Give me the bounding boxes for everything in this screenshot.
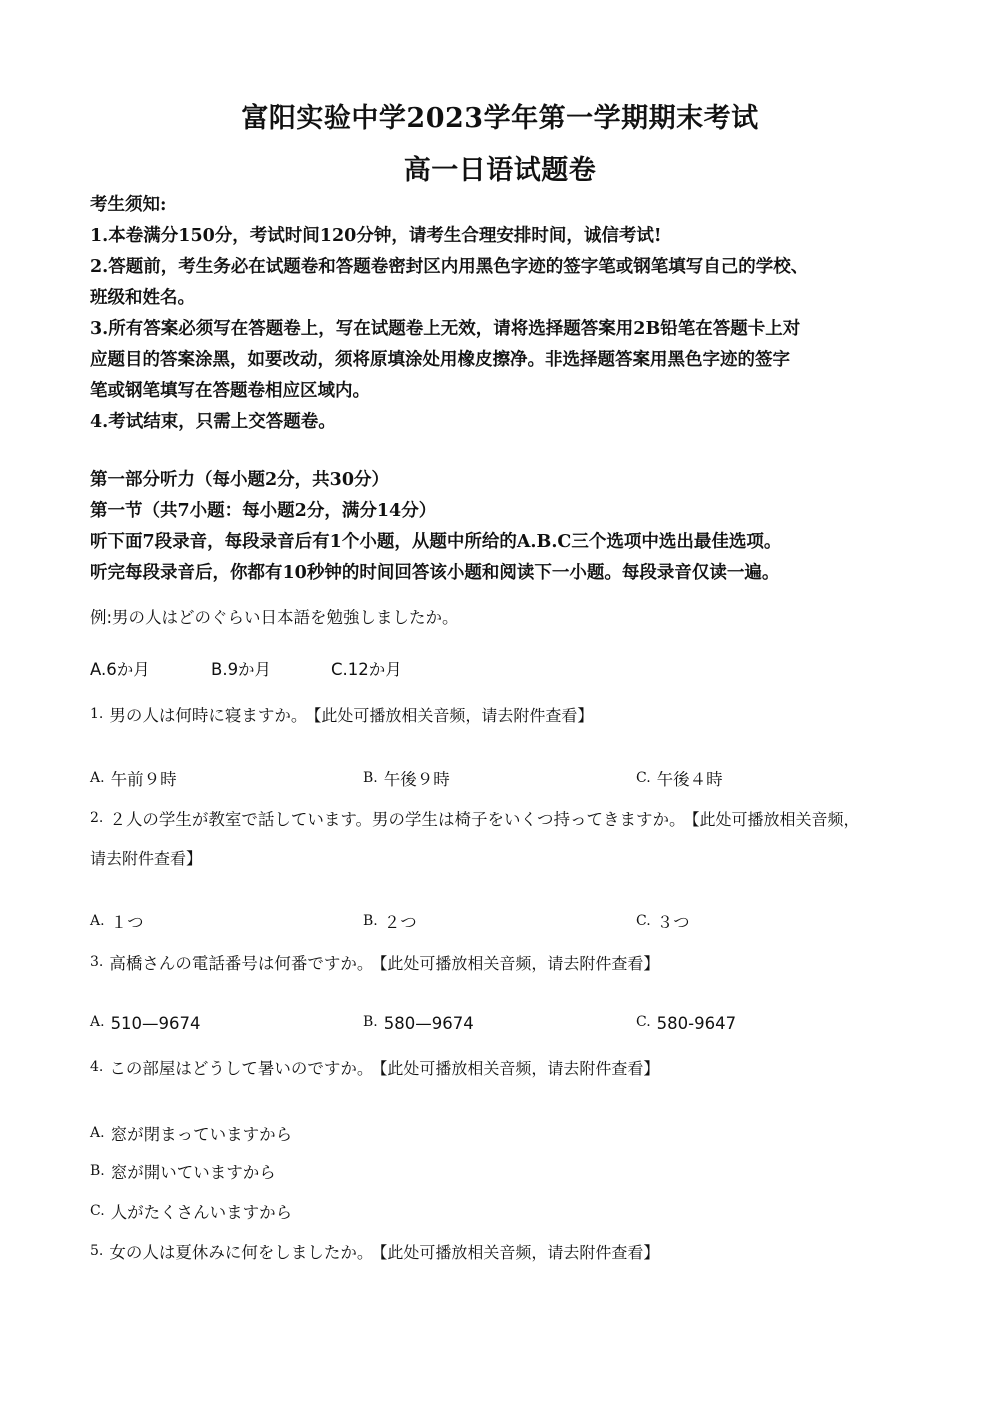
audio-note: 【此处可播放相关音频，请去附件查看】 [379, 1059, 660, 1078]
directions-line-1: 听下面7段录音，每段录音后有1个小题，从题中所给的A.B.C三个选项中选出最佳选项。 [90, 532, 782, 552]
q1-option-a: A. 午前９時 [90, 770, 177, 789]
audio-note: 【此处可播放相关音频，请去附件查看】 [379, 1243, 660, 1262]
instruction-1: 1.本卷满分150分，考试时间120分钟，请考生合理安排时间，诚信考试! [90, 226, 662, 246]
example-option-a: A.6か月 [90, 660, 150, 679]
instructions-heading: 考生须知: [90, 195, 167, 215]
question-text: 男の人は何時に寝ますか。 [109, 706, 308, 725]
exam-title: 富阳实验中学2023学年第一学期期末考试 [241, 103, 759, 134]
q2-option-a: A. １つ [90, 913, 144, 932]
audio-note-part-2: 请去附件查看】 [90, 849, 203, 868]
audio-note: 【此处可播放相关音频，请去附件查看】 [379, 954, 660, 973]
example-option-b: B.9か月 [211, 660, 272, 679]
instruction-2a: 2.答题前，考生务必在试题卷和答题卷密封区内用黑色字迹的签字笔或钢笔填写自己的学校、 [90, 257, 809, 277]
question-number: 3. [90, 954, 104, 970]
question-number: 1. [90, 706, 104, 722]
question-text: この部屋はどうして暑いのですか。 [109, 1059, 374, 1078]
part-title: 第一部分听力（每小题2分，共30分） [90, 470, 390, 490]
question-number: 5. [90, 1243, 104, 1259]
instruction-3b: 应题目的答案涂黑，如要改动，须将原填涂处用橡皮擦净。非选择题答案用黑色字迹的签字 [90, 350, 790, 370]
question-2 [90, 806, 920, 830]
example-option-c: C.12か月 [331, 660, 402, 679]
q4-option-a: A. 窓が閉まっていますから [90, 1125, 293, 1144]
instruction-2b: 班级和姓名。 [90, 288, 195, 308]
q4-option-b: B. 窓が開いていますから [90, 1163, 276, 1182]
instruction-4: 4.考试结束，只需上交答题卷。 [90, 412, 336, 432]
q1-option-c: C. 午後４時 [636, 770, 723, 789]
section-title: 第一节（共7小题：每小题2分，满分14分） [90, 501, 437, 521]
q3-option-b: B. 580—9674 [363, 1014, 474, 1033]
exam-subtitle: 高一日语试题卷 [403, 155, 597, 186]
question-4 [90, 1055, 920, 1079]
q2-option-b: B. ２つ [363, 913, 417, 932]
audio-note-part-1: 【此处可播放相关音频， [691, 810, 860, 829]
question-3 [90, 950, 920, 974]
example-question: 例:男の人はどのぐらい日本語を勉強しましたか。 [90, 608, 459, 627]
question-2-continued [90, 846, 920, 869]
question-1 [90, 702, 920, 726]
q2-option-c: C. ３つ [636, 913, 690, 932]
q4-option-c: C. 人がたくさんいますから [90, 1203, 293, 1222]
q3-option-a: A. 510—9674 [90, 1014, 201, 1033]
question-text: 高橋さんの電話番号は何番ですか。 [109, 954, 374, 973]
question-text: 女の人は夏休みに何をしましたか。 [109, 1243, 374, 1262]
question-5 [90, 1239, 920, 1263]
directions-line-2: 听完每段录音后，你都有10秒钟的时间回答该小题和阅读下一小题。每段录音仅读一遍。 [90, 563, 780, 583]
q3-option-c: C. 580-9647 [636, 1014, 737, 1033]
question-number: 2. [90, 810, 104, 826]
instruction-3a: 3.所有答案必须写在答题卷上，写在试题卷上无效，请将选择题答案用2B铅笔在答题卡上对 [90, 319, 801, 339]
instruction-3c: 笔或钢笔填写在答题卷相应区域内。 [90, 381, 370, 401]
question-text: ２人の学生が教室で話しています。男の学生は椅子をいくつ持ってきますか。 [109, 810, 686, 829]
q1-option-b: B. 午後９時 [363, 770, 450, 789]
question-number: 4. [90, 1059, 104, 1075]
audio-note: 【此处可播放相关音频，请去附件查看】 [313, 706, 594, 725]
